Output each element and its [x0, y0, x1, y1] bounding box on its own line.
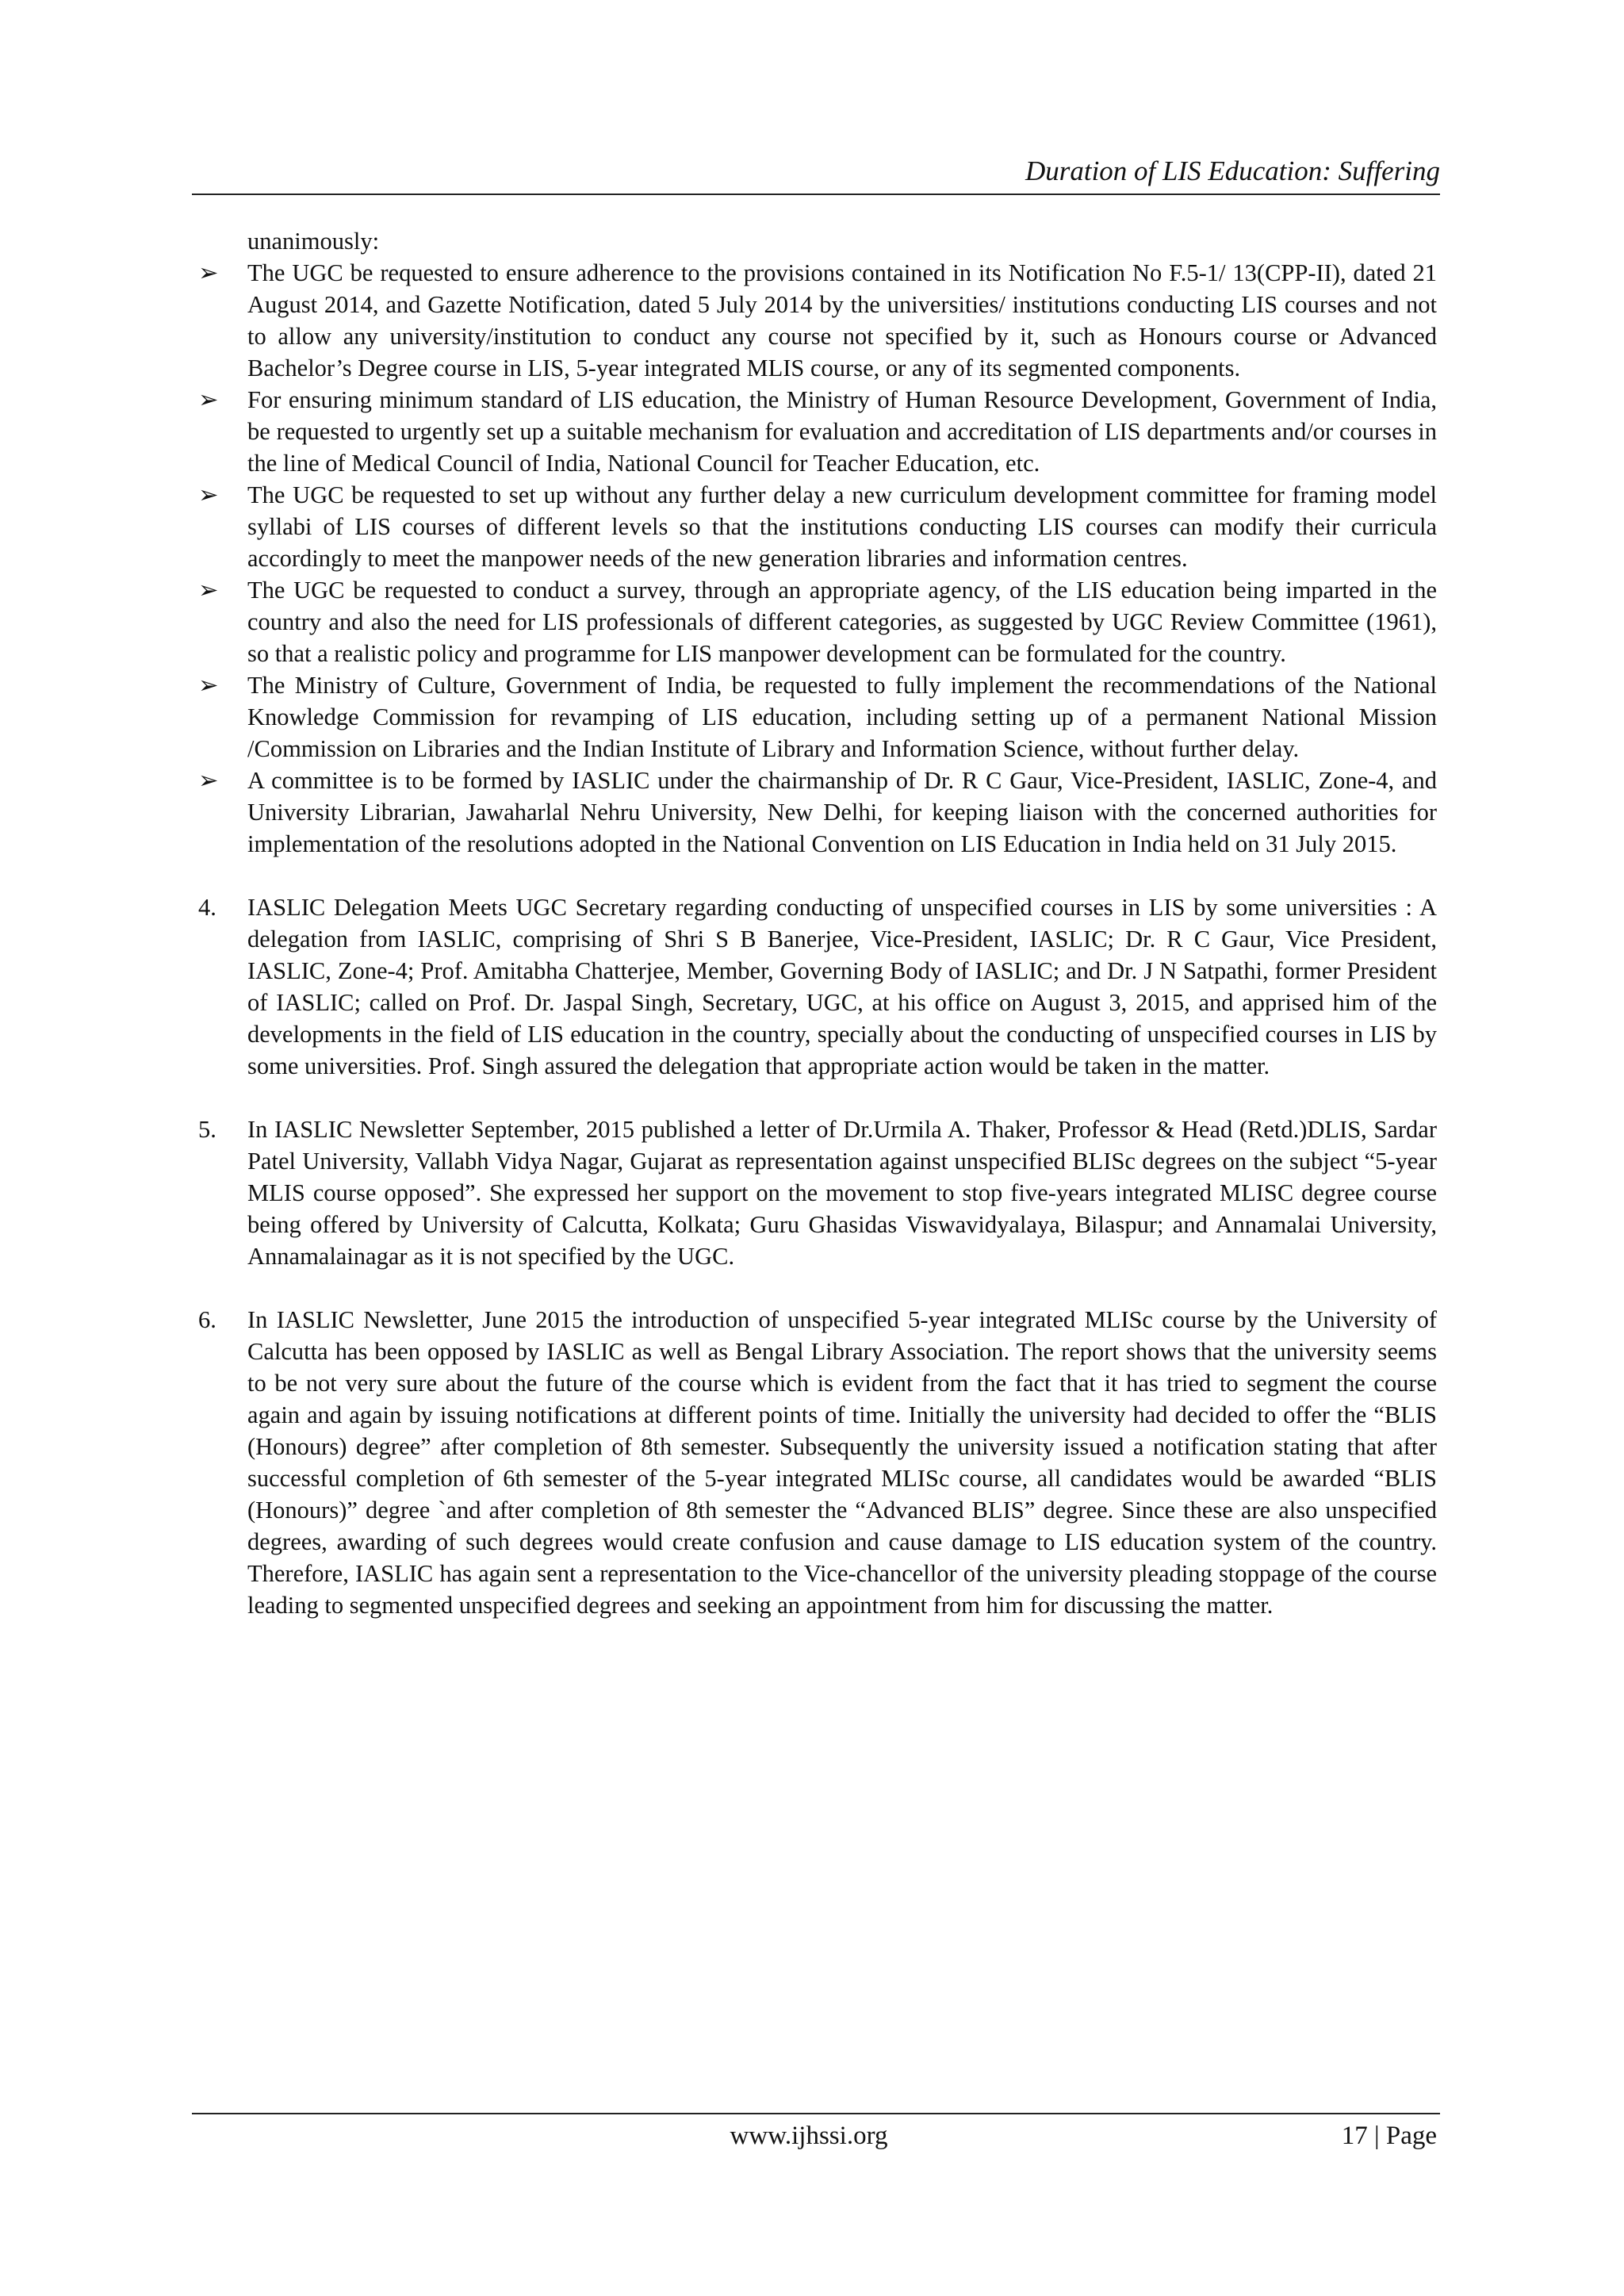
item-number: 5. — [198, 1116, 216, 1143]
arrow-bullet-icon: ➢ — [198, 767, 219, 794]
header-divider — [192, 194, 1440, 195]
list-item-text: The UGC be requested to conduct a survey, through an appropriate agency, of the LIS education being imparted in the country and also the need for LIS professionals of different categories, as suggested by UGC Review Committee (1961), so that a realistic policy and programme for LIS manpower development can be formulated for the country. — [247, 577, 1437, 667]
continuation-text: unanimously: — [247, 228, 380, 255]
arrow-bullet-icon: ➢ — [198, 386, 219, 413]
list-item — [192, 479, 1437, 574]
list-item-text: A committee is to be formed by IASLIC under the chairmanship of Dr. R C Gaur, Vice-President, IASLIC, Zone-4, and University Librarian, Jawaharlal Nehru University, New Delhi, for keeping liaison with the concerned authorities for implementation of the resolutions adopted in the National Convention on LIS Education in India held on 31 July 2015. — [247, 767, 1437, 857]
numbered-item — [192, 891, 1437, 1082]
arrow-bullet-icon: ➢ — [198, 481, 219, 508]
item-number: 6. — [198, 1306, 216, 1333]
page-body — [192, 225, 1437, 1621]
list-item — [192, 384, 1437, 479]
running-header-title: Duration of LIS Education: Suffering — [1025, 155, 1440, 186]
numbered-item — [192, 1304, 1437, 1621]
list-item — [192, 257, 1437, 384]
item-number: 4. — [198, 894, 216, 921]
list-item — [192, 574, 1437, 669]
list-item-text: For ensuring minimum standard of LIS education, the Ministry of Human Resource Development, Government of India, be requested to urgently set up a suitable mechanism for evaluation and accreditation of LIS departments and/or courses in the line of Medical Council of India, National Council for Teacher Education, etc. — [247, 386, 1437, 477]
list-item — [192, 765, 1437, 860]
footer-page-number: 17 | Page — [1341, 2122, 1437, 2150]
list-item-text: The Ministry of Culture, Government of India, be requested to fully implement the recommendations of the National Knowledge Commission for revamping of LIS education, including setting up of a permanent National Mission /Commission on Libraries and the Indian Institute of Library and Information Science, without further delay. — [247, 672, 1437, 762]
list-item-text: The UGC be requested to set up without any further delay a new curriculum development committee for framing model syllabi of LIS courses of different levels so that the institutions conducting LIS courses can modify their curricula accordingly to meet the manpower needs of the new generation libraries and information centres. — [247, 481, 1437, 572]
numbered-item-text: In IASLIC Newsletter, June 2015 the introduction of unspecified 5-year integrated MLISc course by the University of Calcutta has been opposed by IASLIC as well as Bengal Library Association. The report shows that the university seems to be not very sure about the future of the course which is evident from the fact that it has tried to segment the course again and again by issuing notifications at different points of time. Initially the university had decided to offer the “BLIS (Honours) degree” after completion of 8th semester. Subsequently the university issued a notification stating that after successful completion of 6th semester of the 5-year integrated MLISc course, all candidates would be awarded “BLIS (Honours)” degree `and after completion of 8th semester the “Advanced BLIS” degree. Since these are also unspecified degrees, awarding of such degrees would create confusion and cause damage to LIS education system of the country. Therefore, IASLIC has again sent a representation to the Vice-chancellor of the university pleading stoppage of the course leading to segmented unspecified degrees and seeking an appointment from him for discussing the matter. — [247, 1306, 1437, 1619]
arrow-bullet-icon: ➢ — [198, 577, 219, 604]
numbered-item — [192, 1114, 1437, 1272]
numbered-item-text: In IASLIC Newsletter September, 2015 published a letter of Dr.Urmila A. Thaker, Professor & Head (Retd.)DLIS, Sardar Patel University, Vallabh Vidya Nagar, Gujarat as representation against unspecified BLISc degrees on the subject “5-year MLIS course opposed”. She expressed her support on the movement to stop five-years integrated MLISC degree course being offered by University of Calcutta, Kolkata; Guru Ghasidas Viswavidyalaya, Bilaspur; and Annamalai University, Annamalainagar as it is not specified by the UGC. — [247, 1116, 1437, 1270]
footer-divider — [192, 2113, 1440, 2114]
arrow-bullet-icon: ➢ — [198, 259, 219, 286]
list-item — [192, 669, 1437, 765]
resolutions-list — [192, 257, 1437, 860]
numbered-item-text: IASLIC Delegation Meets UGC Secretary regarding conducting of unspecified courses in LIS by some universities : A delegation from IASLIC, comprising of Shri S B Banerjee, Vice-President, IASLIC; Dr. R C Gaur, Vice President, IASLIC, Zone-4; Prof. Amitabha Chatterjee, Member, Governing Body of IASLIC; and Dr. J N Satpathi, former President of IASLIC; called on Prof. Dr. Jaspal Singh, Secretary, UGC, at his office on August 3, 2015, and apprised him of the developments in the field of LIS education in the country, specially about the conducting of unspecified courses in LIS by some universities. Prof. Singh assured the delegation that appropriate action would be taken in the matter. — [247, 894, 1437, 1079]
footer-website: www.ijhssi.org — [730, 2122, 888, 2150]
list-item-text: The UGC be requested to ensure adherence to the provisions contained in its Notification No F.5-1/ 13(CPP-II), dated 21 August 2014, and Gazette Notification, dated 5 July 2014 by the universities/ institutions conducting LIS courses and not to allow any university/institution to conduct any course not specified by it, such as Honours course or Advanced Bachelor’s Degree course in LIS, 5-year integrated MLIS course, or any of its segmented components. — [247, 259, 1437, 381]
arrow-bullet-icon: ➢ — [198, 672, 219, 699]
